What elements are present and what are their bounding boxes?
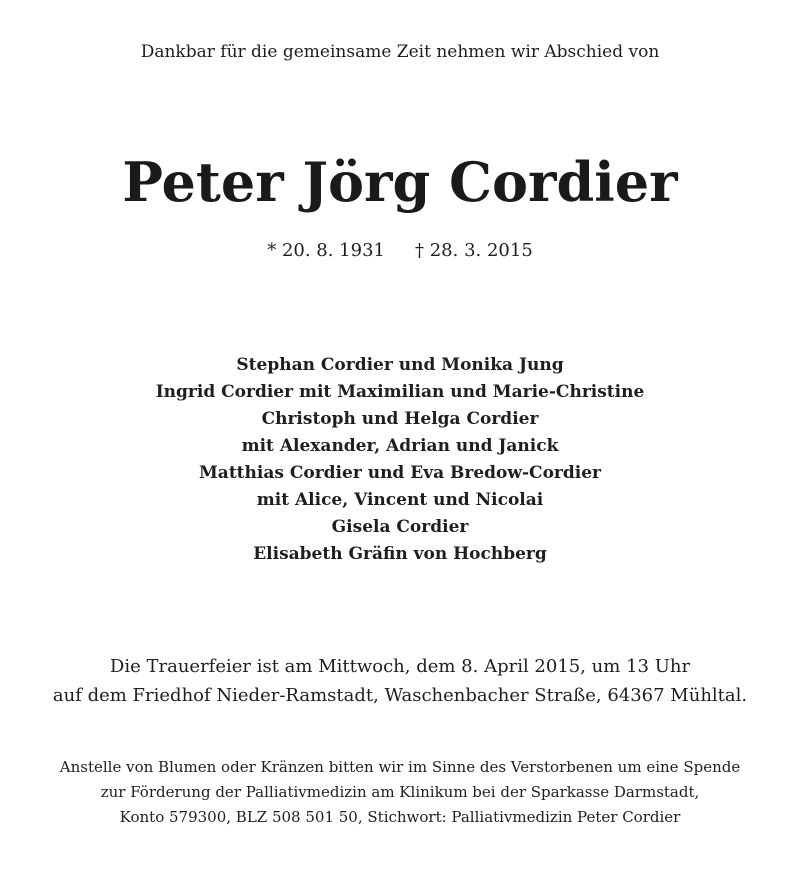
ceremony-info xyxy=(0,652,800,710)
death-date: † 28. 3. 2015 xyxy=(415,240,533,261)
donation-request xyxy=(0,755,800,830)
intro-text: Dankbar für die gemeinsame Zeit nehmen wir Abschied von xyxy=(140,42,660,62)
birth-date: * 20. 8. 1931 xyxy=(267,240,385,261)
donation-line: Anstelle von Blumen oder Kränzen bitten wir im Sinne des Verstorbenen um eine Spende xyxy=(59,758,741,776)
life-dates xyxy=(0,240,800,261)
mourner-line: Matthias Cordier und Eva Bredow-Cordier xyxy=(198,463,601,483)
donation-line: zur Förderung der Palliativmedizin am Klinikum bei der Sparkasse Darmstadt, xyxy=(100,783,700,801)
mourner-line: Christoph und Helga Cordier xyxy=(261,409,539,429)
deceased-name: Peter Jörg Cordier xyxy=(122,150,678,214)
mourner-line: Ingrid Cordier mit Maximilian und Marie-Christine xyxy=(155,382,645,402)
ceremony-line: Die Trauerfeier ist am Mittwoch, dem 8. April 2015, um 13 Uhr xyxy=(109,656,691,677)
mourner-line: mit Alice, Vincent und Nicolai xyxy=(256,490,544,510)
mourner-line: Stephan Cordier und Monika Jung xyxy=(236,355,564,375)
mourner-line: mit Alexander, Adrian und Janick xyxy=(241,436,559,456)
donation-line: Konto 579300, BLZ 508 501 50, Stichwort: Palliativmedizin Peter Cordier xyxy=(119,808,681,826)
mourner-line: Gisela Cordier xyxy=(331,517,469,537)
mourner-line: Elisabeth Gräfin von Hochberg xyxy=(253,544,547,564)
ceremony-line: auf dem Friedhof Nieder-Ramstadt, Waschenbacher Straße, 64367 Mühltal. xyxy=(52,685,748,706)
mourners-list xyxy=(0,352,800,568)
